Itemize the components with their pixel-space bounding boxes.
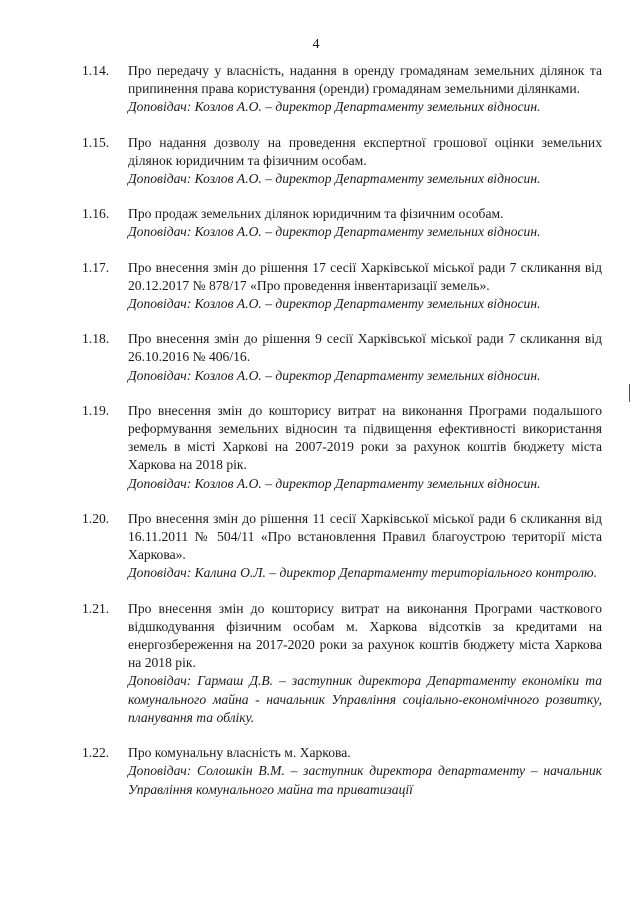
item-title: Про внесення змін до рішення 17 сесії Харківської міської ради 7 скликання від 20.12.2017 № 878/17 «Про проведення інвентаризації земель». xyxy=(128,259,602,293)
agenda-item xyxy=(82,600,602,727)
item-number: 1.20. xyxy=(82,510,110,526)
item-body xyxy=(128,510,602,583)
agenda-item xyxy=(82,259,602,314)
item-number: 1.21. xyxy=(82,600,110,616)
item-body xyxy=(128,600,602,727)
agenda-item xyxy=(82,510,602,583)
agenda-item xyxy=(82,134,602,189)
item-number: 1.17. xyxy=(82,259,110,275)
item-body xyxy=(128,744,602,799)
agenda-item xyxy=(82,744,602,799)
item-body xyxy=(128,62,602,117)
item-speaker: Доповідач: Козлов А.О. – директор Департаменту земельних відносин. xyxy=(128,171,541,187)
agenda-item xyxy=(82,330,602,385)
item-number: 1.16. xyxy=(82,206,110,222)
agenda-list xyxy=(82,62,602,799)
item-speaker: Доповідач: Козлов А.О. – директор Департаменту земельних відносин. xyxy=(128,296,541,312)
item-speaker: Доповідач: Козлов А.О. – директор Департаменту земельних відносин. xyxy=(128,224,541,240)
item-title: Про передачу у власність, надання в оренду громадянам земельних ділянок та припинення права користування (оренди) громадянам земельними ділянками. xyxy=(128,63,602,97)
item-body xyxy=(128,330,602,385)
item-number: 1.18. xyxy=(82,331,110,347)
item-speaker: Доповідач: Солошкін В.М. – заступник директора департаменту – начальник Управління комунального майна та приватизації xyxy=(128,763,602,797)
item-speaker: Доповідач: Козлов А.О. – директор Департаменту земельних відносин. xyxy=(128,367,541,383)
item-speaker: Доповідач: Гармаш Д.В. – заступник директора Департаменту економіки та комунального майна - начальник Управління соціально-економічного розвитку, планування та обліку. xyxy=(128,673,602,725)
item-title: Про комунальну власність м. Харкова. xyxy=(128,745,351,761)
agenda-item xyxy=(82,62,602,117)
item-body xyxy=(128,134,602,189)
item-number: 1.19. xyxy=(82,402,110,418)
item-title: Про надання дозволу на проведення експертної грошової оцінки земельних ділянок юридичним та фізичним особам. xyxy=(128,134,602,168)
item-body xyxy=(128,259,602,314)
agenda-item xyxy=(82,402,602,493)
item-title: Про внесення змін до рішення 9 сесії Харківської міської ради 7 скликання від 26.10.2016 № 406/16. xyxy=(128,331,602,365)
item-speaker: Доповідач: Козлов А.О. – директор Департаменту земельних відносин. xyxy=(128,99,541,115)
item-speaker: Доповідач: Козлов А.О. – директор Департаменту земельних відносин. xyxy=(128,475,541,491)
page-number: 4 xyxy=(312,37,320,52)
item-body xyxy=(128,205,602,241)
item-number: 1.15. xyxy=(82,134,110,150)
scan-edge-mark xyxy=(629,384,630,402)
item-number: 1.22. xyxy=(82,745,110,761)
item-title: Про внесення змін до кошторису витрат на виконання Програми часткового відшкодування фізичним особам м. Харкова відсотків за кредитами на енергозбереження на 2017-2020 роки за рахунок коштів бюджету міста Харкова на 2018 рік. xyxy=(128,600,602,671)
item-body xyxy=(128,402,602,493)
item-title: Про внесення змін до рішення 11 сесії Харківської міської ради 6 скликання від 16.11.2011 № 504/11 «Про встановлення Правил благоустрою території міста Харкова». xyxy=(128,510,602,563)
item-speaker: Доповідач: Калина О.Л. – директор Департаменту територіального контролю. xyxy=(128,565,597,581)
item-number: 1.14. xyxy=(82,63,110,78)
item-title: Про продаж земельних ділянок юридичним та фізичним особам. xyxy=(128,206,504,222)
agenda-item xyxy=(82,205,602,241)
item-title: Про внесення змін до кошторису витрат на виконання Програми подальшого реформування земельних відносин та підвищення ефективності використання земель в місті Харкові на 2007-2019 роки за рахунок коштів бюджету міста Харкова на 2018 рік. xyxy=(128,402,602,473)
